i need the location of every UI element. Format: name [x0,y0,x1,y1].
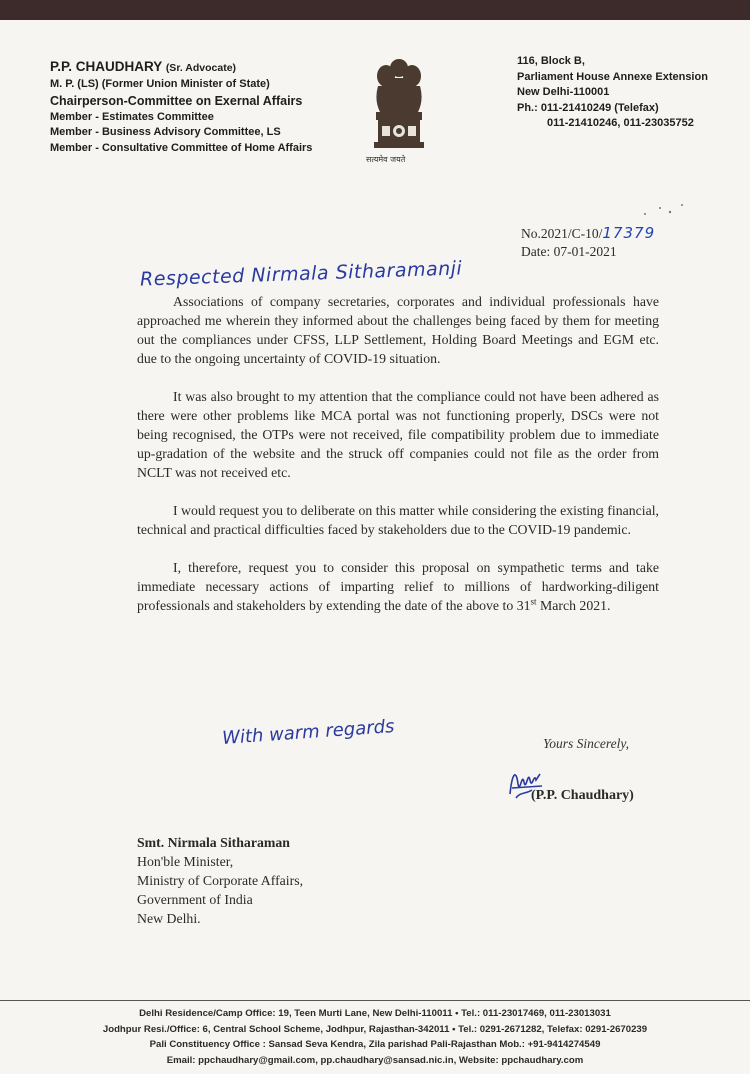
addressee-name: Smt. Nirmala Sitharaman [137,835,290,850]
top-frame-bar [0,0,750,20]
letterhead-left [50,58,312,156]
closing-sincerely: Yours Sincerely, [543,736,630,751]
date-superscript: st [530,596,537,607]
letter-page [0,20,750,1074]
address-line-2: Parliament House Annexe Extension [517,70,708,83]
emblem-motto: सत्यमेव जयते [366,155,406,164]
addressee-block [137,833,303,928]
footer-line-3: Pali Constituency Office : Sansad Seva Kendra, Zila parishad Pali-Rajasthan Mob.: +91-9414274549 [149,1039,601,1050]
stray-ink-dots [640,200,700,220]
address-line-1: 116, Block B, [517,55,585,67]
reference-number-handwritten: 17379 [602,224,656,242]
addressee-line-4: New Delhi. [137,911,201,926]
sender-member-2: Member - Business Advisory Committee, LS [50,126,281,138]
handwritten-salutation: Respected Nirmala Sitharamanji [139,257,463,291]
reference-block [521,224,655,261]
sender-name: P.P. CHAUDHARY [50,59,163,74]
addressee-line-3: Government of India [137,892,253,907]
addressee-line-1: Hon'ble Minister, [137,854,234,869]
reference-number: No.2021/C-10/ [521,226,603,241]
phone-line-2: 011-21410246, 011-23035752 [547,117,694,129]
paragraph-2: It was also brought to my attention that the compliance could not have been adhered as there were other problems like MCA portal was not functioning properly, DSCs were not being recognised, the OTPs were not received, file compatibility problem due to immediate up-gradation of the website and the struck off companies could not file as the order from NCLT was not received etc. [137,389,659,480]
letterhead-right [517,54,708,132]
sender-position: M. P. (LS) (Former Union Minister of State) [50,78,270,90]
footer-divider [0,1000,750,1001]
signatory-name: (P.P. Chaudhary) [531,788,634,803]
footer-line-2: Jodhpur Resi./Office: 6, Central School Scheme, Jodhpur, Rajasthan-342011 • Tel.: 0291-2671282, Telefax: 0291-2670239 [102,1023,648,1035]
paragraph-4-tail: March 2021. [536,598,611,613]
paragraph-3: I would request you to deliberate on this matter while considering the existing financial, technical and practical difficulties faced by stakeholders due to the COVID-19 pandemic. [137,503,659,537]
sender-chairperson: Chairperson-Committee on Exernal Affairs [50,93,303,108]
phone-line-1: Ph.: 011-21410249 (Telefax) [517,101,659,114]
address-line-3: New Delhi-110001 [517,86,610,98]
sender-title: (Sr. Advocate) [165,62,237,74]
addressee-line-2: Ministry of Corporate Affairs, [137,873,304,888]
sender-member-3: Member - Consultative Committee of Home Affairs [50,141,313,154]
paragraph-4 [137,558,659,615]
handwritten-regards: With warm regards [221,716,396,749]
letter-footer [0,1006,750,1068]
paragraph-1: Associations of company secretaries, corporates and individual professionals have approached me wherein they informed about the challenges being faced by them for meeting out the compliances under CFSS, LLP Settlement, Holding Board Meetings and EGM etc. due to the ongoing uncertainty of COVID-19 situation. [137,294,659,366]
footer-line-1: Delhi Residence/Camp Office: 19, Teen Murti Lane, New Delhi-110011 • Tel.: 011-23017469, 011-23013031 [139,1008,611,1019]
letter-date: Date: 07-01-2021 [521,244,617,259]
national-emblem-icon [368,56,430,166]
sender-member-1: Member - Estimates Committee [50,110,214,123]
letter-body [137,292,659,634]
footer-line-4: Email: ppchaudhary@gmail.com, pp.chaudhary@sansad.nic.in, Website: ppchaudhary.com [166,1054,584,1066]
paragraph-4-text: I, therefore, request you to consider this proposal on sympathetic terms and take immediate necessary actions of imparting relief to millions of hardworking-diligent professionals and stakeholders by extending the date of the above to 31 [137,560,659,613]
